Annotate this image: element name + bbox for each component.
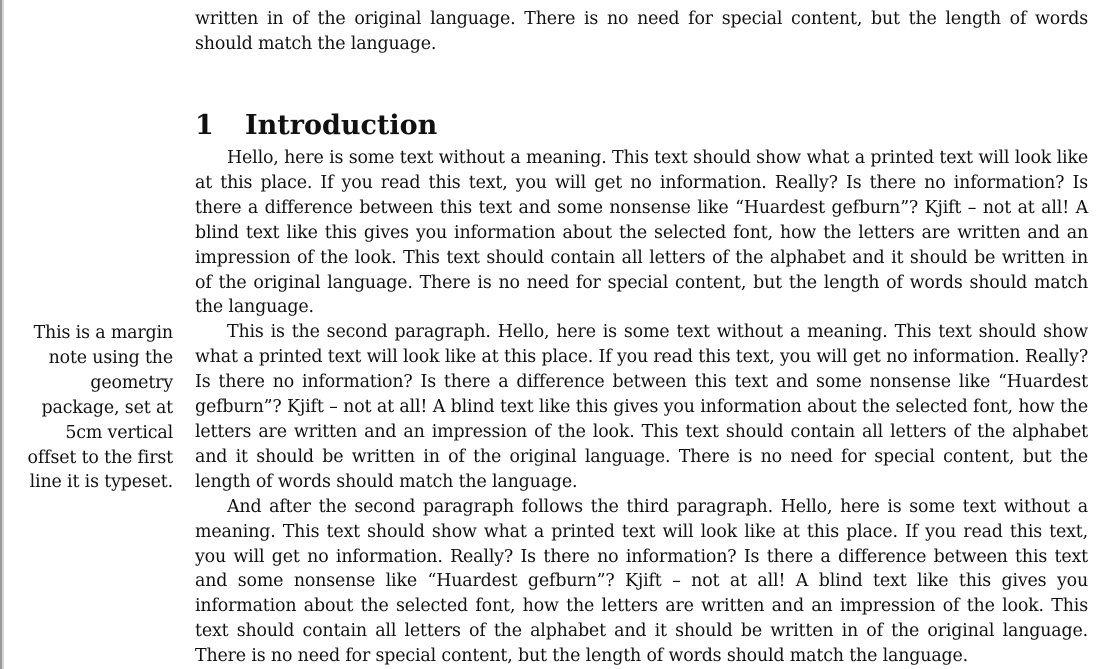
paragraph-3: And after the second paragraph follows the third paragraph. Hello, here is some text without a meaning. This text should show what a printed text will look like at this place. If you read this text, you will get no information. Really? Is there no information? Is there a difference between this text and some nonsense like “Huardest gefburn”? Kjift – not at all! A blind text like this gives you information about the selected font, how the letters are written and an impression of the look. This text should contain all letters of the alphabet and it should be written in of the original language. There is no need for special content, but the length of words should match the language. <box>195 496 1088 667</box>
paragraph-2: This is the second paragraph. Hello, here is some text without a meaning. This text should show what a printed text will look like at this place. If you read this text, you will get no information. Really? Is there no information? Is there a difference between this text and some nonsense like “Huardest gefburn”? Kjift – not at all! A blind text like this gives you information about the selected font, how the letters are written and an impression of the look. This text should contain all letters of the alphabet and it should be written in of the original language. There is no need for special content, but the length of words should match the language. <box>195 322 1088 492</box>
section-heading <box>195 108 437 144</box>
section-title: Introduction <box>245 110 438 142</box>
section-number: 1 <box>195 110 214 142</box>
page-left-edge-shadow <box>2 0 4 669</box>
margin-note: This is a margin note using the geometry package, set at 5cm vertical offset to the first line it is typeset. <box>27 323 173 493</box>
previous-paragraph-tail: written in of the original language. There is no need for special content, but the length of words should match the language. <box>195 9 1088 54</box>
section-body <box>195 146 1088 669</box>
paragraph-1: Hello, here is some text without a meaning. This text should show what a printed text will look like at this place. If you read this text, you will get no information. Really? Is there no information? Is there a difference between this text and some nonsense like “Huardest gefburn”? Kjift – not at all! A blind text like this gives you information about the selected font, how the letters are written and an impression of the look. This text should contain all letters of the alphabet and it should be written in of the original language. There is no need for special content, but the length of words should match the language. <box>195 148 1088 318</box>
